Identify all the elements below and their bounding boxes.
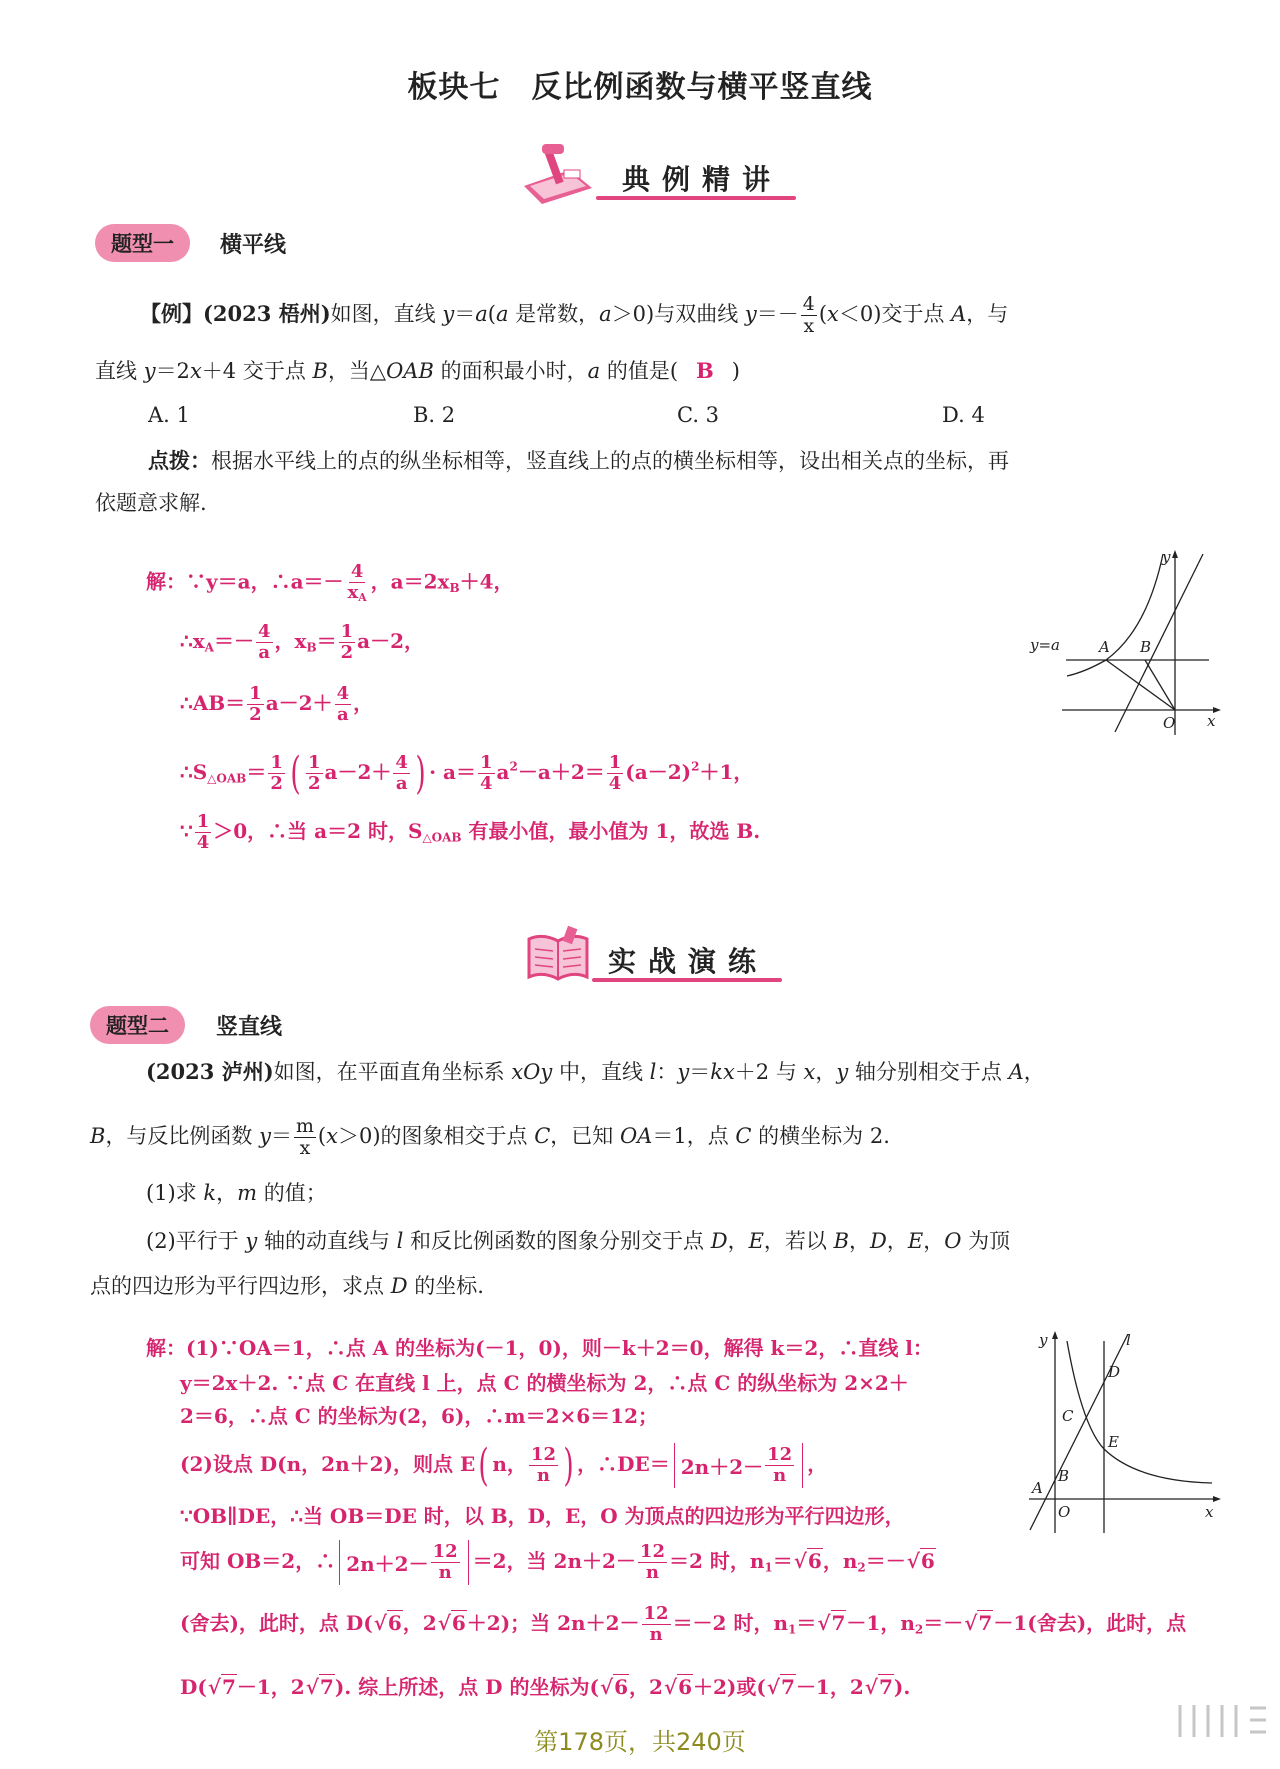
text-run: (1)求 [146,1181,204,1205]
text-run: ＝ [689,1060,711,1084]
fraction [478,753,495,794]
math-var: D [390,1274,408,1298]
square-root: √7 [766,1675,795,1699]
radicand: 7 [781,1675,795,1699]
text-run: 如图，在平面直角坐标系 [273,1060,512,1084]
text-run: ＞0)的图象相交于点 [337,1123,535,1148]
text-run: 可知 OB＝2，∴ [180,1548,336,1573]
solution-line [180,1367,909,1396]
text-run: ，n [822,1548,858,1573]
line-y-2x-plus-4 [1115,554,1203,732]
denominator: n [645,1561,659,1583]
hint-label: 点拨： [148,448,211,473]
watermark-icon [1170,1700,1270,1742]
fraction [294,1116,316,1159]
square-root: √6 [906,1548,935,1573]
math-var: OA [619,1123,653,1148]
math-var: D [710,1229,728,1253]
fraction [306,753,323,794]
math-var: l [396,1229,404,1253]
desk-lamp-book-icon [520,140,600,208]
fraction [346,562,369,604]
label-e: E [1108,1433,1119,1451]
math-var: y [442,301,455,326]
radicand: 6 [920,1548,935,1573]
type-badge-1: 题型一 [95,224,190,262]
label-y-equals-a: y=a [1030,636,1060,654]
open-book-icon [525,925,591,985]
segment-oa [1106,660,1175,710]
text-run: ＝－ [213,628,254,653]
text-run: ＝－ [756,301,799,326]
denominator: n [536,1465,550,1486]
text-run: 的横坐标为 2. [751,1123,890,1148]
text-run: ， [216,1181,238,1205]
denominator: x [299,1136,311,1159]
radicand: 7 [978,1610,993,1635]
denominator: 2 [249,703,262,725]
radicand: 6 [451,1610,466,1635]
text-run: 有最小值，最小值为 1，故选 B. [461,818,761,843]
numerator: m [296,1115,314,1137]
subscript: △OAB [422,830,462,845]
math-var: B [833,1229,850,1253]
square-root: √7 [305,1675,334,1699]
text-run: ＋2)；当 2n＋2－ [466,1610,640,1635]
numerator: 1 [340,621,354,642]
text-run: ＝ [316,628,337,653]
text-run: ∵ [180,818,193,843]
problem-line [146,1183,327,1204]
section-heading-examples: 典例精讲 [622,163,783,196]
text-run: 轴分别相交于点 [848,1060,1009,1084]
math-var: E [907,1229,924,1253]
parenthesized-group [287,748,429,799]
page-indicator: 第178页，共240页 [534,1728,746,1756]
example-line [140,294,1008,337]
math-var: B [90,1123,106,1148]
fraction [195,812,212,853]
label-a: A [1032,1479,1043,1497]
numerator: 1 [608,752,622,774]
label-a: A [1099,638,1110,656]
solution-line [180,1540,936,1585]
text-run: ， [923,1229,945,1253]
text-run: ，当△ [327,359,387,383]
numerator: 12 [639,1541,665,1562]
denominator: 2 [270,773,283,794]
option-d: D. 4 [942,403,985,427]
text-run: ＝ [454,301,476,326]
math-var: k [203,1181,217,1205]
text-run: ，2 [402,1610,437,1635]
text-run: ，∴DE＝ [577,1452,670,1476]
text-run: 解：(1)∵OA＝1，∴点 A 的坐标为(－1，0)，则－k＋2＝0，解得 k＝2，∴直线 l： [146,1336,933,1360]
text-run: ＋4， [459,569,514,594]
numerator: 1 [249,683,262,704]
group-body [304,753,412,794]
numerator: 1 [270,752,283,774]
example-line [95,360,740,382]
math-var: y [744,301,757,326]
denominator: n [438,1561,452,1583]
label-y: y [1162,550,1171,566]
text-run: 的值是( [600,359,679,383]
subscript: A [358,591,367,605]
radicand: 7 [319,1675,334,1699]
fraction [335,684,352,725]
text-run: ( [317,1123,327,1148]
math-var: m [237,1181,258,1205]
label-b: B [1058,1467,1070,1485]
denominator: n [649,1623,663,1645]
text-run: －1，2 [236,1675,305,1699]
superscript: 2 [509,759,518,774]
label-b: B [1140,638,1152,656]
math-var: x [827,301,839,326]
text-run: ∴AB＝ [180,690,246,715]
numerator: 1 [196,811,210,832]
solution-line [146,562,514,604]
math-var: kx [710,1060,735,1084]
fraction [638,1542,667,1583]
math-var: y [677,1060,690,1084]
type-label-2: 竖直线 [216,1014,283,1040]
square-root: √6 [373,1610,402,1635]
fraction [431,1542,460,1583]
math-var: x [326,1123,338,1148]
numerator: 1 [480,752,493,774]
denominator: a [336,703,349,725]
text-run: ＝ [796,1610,817,1635]
text-run: a－2， [357,628,424,653]
text-run: 的坐标. [407,1274,484,1298]
text-run: ＝1，点 [652,1123,736,1148]
text-run: 2n＋2－ [346,1551,429,1576]
numerator: ( 1 [308,752,321,774]
math-var: A [951,301,967,326]
text-run: ＜0)交于点 [838,301,952,326]
hint-text: 根据水平线上的点的纵坐标相等，竖直线上的点的横坐标相等，设出相关点的坐标，再 [211,449,1009,473]
text-run: ＋4 交于点 [201,359,313,383]
absolute-value [674,1443,803,1488]
text-run: ， [353,690,374,715]
section-heading-practice: 实战演练 [608,945,769,978]
fraction [529,1445,558,1486]
square-root: √6 [599,1675,629,1699]
problem-line [146,1231,1010,1252]
fraction [642,1604,671,1645]
option-c: C. 3 [677,403,720,427]
radicand: 7 [831,1610,846,1635]
text-run: －1(舍去)，此时，点 [993,1610,1187,1635]
text-run: ＝2，当 2n＋2－ [472,1548,636,1573]
square-root: √7 [817,1610,846,1635]
numerator: 12 [767,1444,793,1466]
text-run: ＞0，∴当 a＝2 时，S [213,818,423,843]
square-root: √6 [437,1610,466,1635]
type-label-1: 横平线 [220,232,287,258]
numerator: 12 [432,1541,458,1562]
denominator: 4 [480,773,493,794]
page-title: 板块七 反比例函数与横平竖直线 [407,70,873,105]
text-run: ( [487,301,496,326]
math-var: O [944,1229,962,1253]
label-l: l [1126,1331,1131,1349]
square-root: √7 [964,1610,993,1635]
bold-text: (2023 泸州) [146,1059,274,1084]
hint-line-2: 依题意求解. [95,491,207,515]
text-run: ∴x [180,628,205,653]
text-run: ， [727,1229,749,1253]
math-var: C [735,1123,752,1148]
fraction [607,753,624,794]
text-run: ∵OB∥DE，∴当 OB＝DE 时，以 B，D，E，O 为顶点的四边形为平行四边形， [180,1504,905,1528]
fraction [801,294,817,337]
math-var: x [189,359,202,383]
math-var: OAB [386,359,434,383]
radicand: 6 [807,1548,822,1573]
text-run: 2＝6，∴点 C 的坐标为(2，6)，∴m＝2×6＝12； [180,1404,659,1428]
text-run: ＝－2 时，n [672,1610,788,1635]
text-run: ， [886,1229,908,1253]
denominator: 2 [308,773,321,794]
bold-text: (2023 梧州) [203,300,331,326]
text-run: ，a＝2x [370,569,450,594]
text-run: 如图，直线 [330,301,443,326]
text-run: 直线 [95,359,144,383]
text-run: · a＝ [429,760,477,784]
solution-line [180,1400,658,1429]
solution-line [180,812,760,853]
math-var: x [803,1060,816,1084]
math-var: y [259,1123,271,1148]
text-run: n， [492,1452,527,1476]
label-o: O [1058,1503,1071,1521]
solution-line [180,622,424,663]
math-var: D [870,1229,887,1253]
text-run: ，与 [966,301,1009,326]
solution-line [180,1604,1186,1645]
absolute-value [339,1540,468,1585]
label-c: C [1062,1407,1074,1425]
numerator: 4 [802,293,815,315]
subscript: △OAB [207,771,247,786]
type-badge-2: 题型二 [90,1006,185,1044]
solution-line [180,1500,905,1529]
text-run: y＝2x＋2. ∵点 C 在直线 l 上，点 C 的横坐标为 2，∴点 C 的纵坐标为 2×2＋ [180,1371,909,1395]
bold-text: 【例】 [140,300,203,326]
text-run: ) [731,359,740,383]
numerator: 4 [350,561,364,582]
text-run: 轴的动直线与 [257,1229,397,1253]
math-var: E [748,1229,764,1253]
text-run: (a－2) [625,760,692,784]
solution-line [180,1440,827,1491]
fraction [765,1445,794,1486]
math-var: l [649,1060,657,1084]
text-run: ，x [274,628,307,653]
text-run: ∴S [180,760,208,784]
parenthesized-group [475,1440,577,1491]
example-figure [1027,550,1222,739]
text-run: －a＋2＝ [517,760,605,784]
subscript: 1 [787,1622,797,1637]
text-run: 2n＋2－ [680,1455,764,1479]
numerator: 4 [395,752,408,774]
text-run: 点的四边形为平行四边形，求点 [90,1274,391,1298]
math-var: A [1008,1060,1024,1084]
problem-line [146,1061,1045,1083]
problem-line [90,1116,890,1159]
math-var: B [312,359,328,383]
problem-line [90,1276,484,1297]
radicand: 6 [387,1610,402,1635]
text-run: ＋2)或( [693,1675,766,1699]
label-x: x [1205,1503,1214,1521]
denominator [346,583,369,604]
math-var: y [143,359,156,383]
text-run: a－2＋ [265,690,333,715]
math-var: C [534,1123,551,1148]
text-run: ，2 [629,1675,663,1699]
text-run: (舍去)，此时，点 D( [180,1610,373,1635]
text-run: ，与反比例函数 [105,1123,260,1148]
text-run: －1，2 [795,1675,864,1699]
text-run: ＋2 与 [734,1060,804,1084]
math-var: a [599,301,612,326]
hyperbola [1067,554,1163,676]
text-run: ＝ [772,1548,793,1573]
segment-ob [1145,660,1175,710]
text-run: ， [815,1060,837,1084]
problem-figure [1027,1331,1222,1540]
denominator: a [258,641,271,663]
fraction [339,622,356,663]
text-run: ， [1023,1060,1045,1084]
denominator: n [773,1465,787,1486]
denominator: 2 [340,641,354,663]
text-run: ＋1， [699,760,754,784]
text-run: 解：∵y＝a，∴a＝－ [146,569,344,594]
math-var: xOy [511,1060,553,1084]
math-var: y [245,1229,258,1253]
text-run: 是常数， [508,301,600,326]
text-run: 的值； [257,1181,327,1205]
numerator: 12 [530,1444,556,1466]
text-run: ，若以 [763,1229,834,1253]
text-run: ： [656,1060,678,1084]
hint-line-1 [148,450,1009,472]
text-run: ＝ [271,1123,292,1148]
text-run: ). 综上所述，点 D 的坐标为( [334,1675,599,1699]
text-run: ＞0)与双曲线 [611,301,745,326]
label-x: x [1207,712,1216,730]
text-run: ＝2 时，n [668,1548,765,1573]
numerator: 4 [336,683,350,704]
text-run: a－2＋ [324,760,392,784]
subscript: 2 [914,1622,924,1637]
subscript: B [306,640,317,655]
text-run: D( [180,1675,207,1699]
math-var: y [836,1060,849,1084]
subscript: B [449,581,460,596]
text-run: 为顶 [961,1229,1011,1253]
text-run: ， [849,1229,871,1253]
radicand: 6 [614,1675,629,1699]
text-run: ＝ [246,760,267,784]
denominator: 4 [196,831,210,853]
text-run: a [496,760,510,784]
fraction [268,753,285,794]
section-underline [596,196,796,200]
label-y: y [1039,1331,1048,1349]
subscript: 1 [764,1560,773,1575]
square-root: √7 [207,1675,236,1699]
fraction [247,684,264,725]
text-run: ＝2 [155,359,190,383]
square-root: √6 [793,1548,822,1573]
denominator: 4 [608,773,622,794]
fraction [393,753,410,794]
solution-line [180,684,373,725]
text-run: 中，直线 [552,1060,650,1084]
denominator: x [803,314,815,337]
numerator: 12 [643,1603,669,1624]
group-body [492,1445,560,1486]
fraction [256,622,273,663]
text-run: 和反比例函数的图象分别交于点 [403,1229,711,1253]
answer-mark: B [696,358,714,383]
math-var: a [587,359,601,383]
text-run: ( [818,301,828,326]
radicand: 7 [221,1675,236,1699]
text-run: (2)平行于 [146,1229,246,1253]
text-run: ，已知 [550,1123,620,1148]
text-run: (2)设点 D(n，2n＋2)，则点 E [180,1452,476,1476]
text-run: 的面积最小时， [433,359,588,383]
text-run: －1，n [846,1610,915,1635]
text-run: ＝－ [923,1610,964,1635]
solution-line [180,748,753,799]
text-run: ). [893,1675,911,1699]
square-root: √6 [663,1675,693,1699]
text-run: ＝－ [865,1548,906,1573]
numerator: 4 [257,621,271,642]
option-b: B. 2 [413,403,456,427]
math-var: a [475,301,488,326]
superscript: 2 [691,759,700,774]
label-o: O [1163,714,1176,732]
label-d: D [1108,1363,1121,1381]
option-a: A. 1 [148,403,190,427]
subscript: A [204,640,214,655]
radicand: 6 [678,1675,693,1699]
radicand: 7 [878,1675,893,1699]
solution-line [146,1332,933,1361]
text-run: ， [807,1452,828,1476]
subscript: 2 [857,1560,866,1575]
solution-line [180,1671,910,1700]
denominator: a [395,773,408,794]
text-run: x [347,581,359,603]
math-var: a [495,301,509,326]
section-underline [592,978,782,982]
square-root: √7 [864,1675,893,1699]
